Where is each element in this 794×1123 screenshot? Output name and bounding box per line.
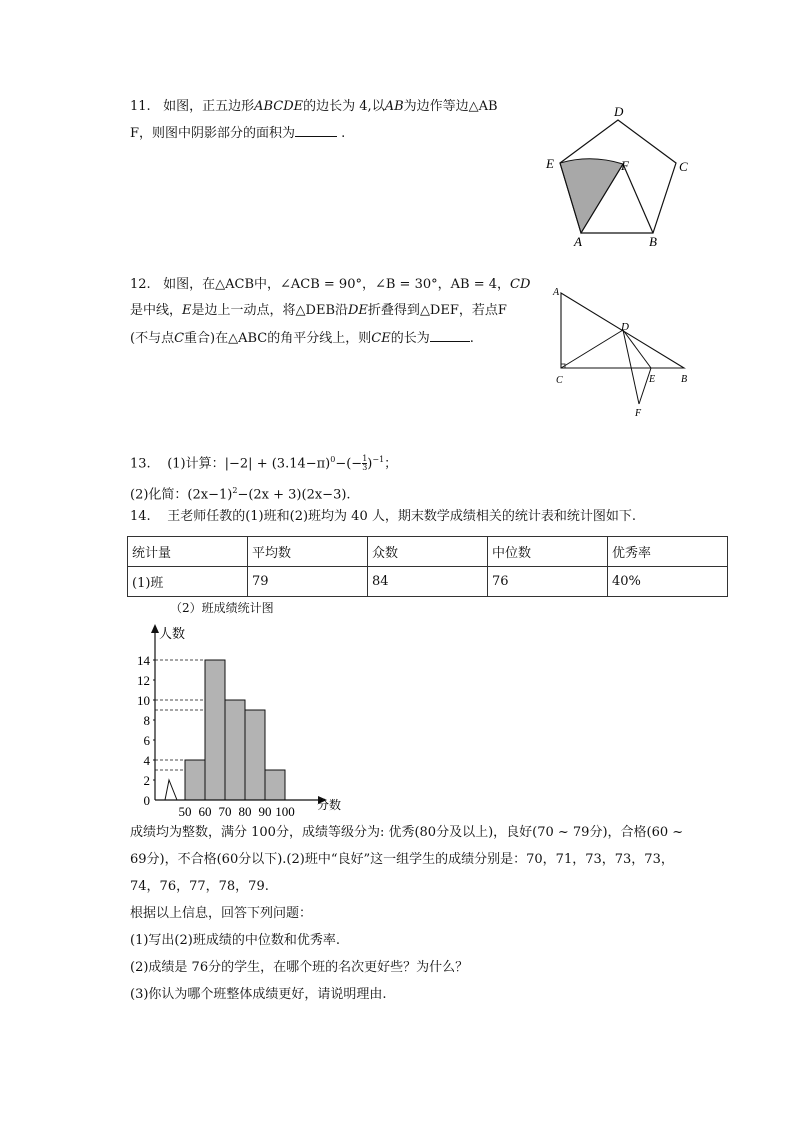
bar-60-70 (205, 660, 225, 800)
q11-number: 11. (130, 99, 151, 114)
q14-intro (130, 508, 636, 526)
point-label-b: B (681, 374, 688, 385)
fraction-numerator: 1 (362, 454, 368, 464)
q12-text: 如图，在 (163, 277, 216, 292)
q12-text: △DEF，若点F (419, 303, 507, 318)
y-tick-label: 8 (143, 713, 150, 728)
q13-line1 (130, 451, 397, 473)
q11-end: . (341, 126, 346, 141)
q14-number: 14. (130, 509, 151, 524)
y-tick-label: 14 (137, 653, 150, 668)
x-tick-label: 50 (178, 804, 192, 819)
q13-part2-label: (2)化简： (130, 487, 188, 503)
stats-table (127, 536, 728, 597)
q13-expr: (2x−1) (187, 487, 233, 503)
q12-text: 是中线， (130, 303, 183, 318)
y-tick-label: 4 (143, 753, 150, 768)
q13-line2 (130, 482, 351, 504)
q13-exponent: 2 (232, 486, 238, 495)
q11-text: 的边长为 4,以 (303, 99, 385, 114)
bar-chart (125, 620, 365, 820)
point-label-e: E (649, 374, 656, 385)
fraction-denominator: 3 (362, 463, 368, 473)
point-label-a: A (574, 234, 582, 249)
q11-line2 (130, 124, 345, 143)
x-tick-label: 60 (198, 804, 212, 819)
q14-intro-text: 王老师任教的(1)班和(2)班均为 40 人，期末数学成绩相关的统计表和统计图如下. (167, 509, 636, 524)
axis-break-mark (155, 780, 183, 800)
q14-para1: 成绩均为整数，满分 100分，成绩等级分为: 优秀(80分及以上)，良好(70 ~ 79分)，合格(60 ~ (130, 825, 684, 840)
table-header-cell: 统计量 (128, 537, 248, 567)
table-cell: 79 (248, 567, 368, 597)
q14-para2: 69分)，不合格(60分以下).(2)班中“良好”这一组学生的成绩分别是：70，71，73，73，73， (130, 852, 674, 867)
table-cell: 84 (368, 567, 488, 597)
q13-expr: ) (367, 456, 373, 472)
y-tick-label: 0 (143, 793, 150, 808)
q12-text: CE (371, 331, 391, 346)
q12-text: CD (510, 277, 531, 292)
table-cell: (1)班 (128, 567, 248, 597)
y-axis-label: 人数 (159, 626, 186, 641)
point-label-b: B (649, 234, 657, 249)
q12-text: C (174, 331, 185, 346)
triangle-side-bf (623, 164, 653, 233)
q13-number: 13. (130, 456, 151, 472)
answer-blank[interactable] (295, 124, 337, 137)
y-tick-label: 10 (137, 693, 150, 708)
table-header-cell: 众数 (368, 537, 488, 567)
x-tick-label: 80 (238, 804, 252, 819)
q12-line3 (130, 329, 474, 348)
q11-seg: AB (384, 99, 404, 114)
y-tick-label: 12 (137, 673, 150, 688)
point-label-e: E (546, 156, 554, 171)
q12-text: 折叠得到 (367, 303, 420, 318)
q14-sub3: (3)你认为哪个班整体成绩更好，请说明理由. (130, 987, 387, 1002)
q12-line2 (130, 302, 507, 320)
q12-text: DE (348, 303, 368, 318)
table-header-cell: 优秀率 (608, 537, 728, 567)
table-header-cell: 中位数 (488, 537, 608, 567)
q13-exponent: −1 (372, 455, 385, 464)
q12-text: E (182, 303, 192, 318)
q11-text: 为边作等边 (403, 99, 469, 114)
q13-expr: |−2| + (3.14−π) (224, 456, 331, 472)
q13-exponent: 0 (330, 455, 336, 464)
table-header-cell: 平均数 (248, 537, 368, 567)
q12-number: 12. (130, 277, 151, 292)
point-label-c: C (556, 375, 563, 386)
q11-shape: ABCDE (254, 99, 304, 114)
q12-line1 (130, 276, 530, 294)
q12-text: △DEB沿 (295, 303, 348, 318)
q11-line1 (130, 98, 498, 116)
x-tick-label: 100 (275, 804, 295, 819)
q11-text: F，则图中阴影部分的面积为 (130, 126, 296, 141)
median-cd (561, 330, 623, 368)
point-label-f: F (635, 408, 642, 419)
chart-title: （2）班成绩统计图 (170, 601, 274, 615)
pentagon-figure (540, 100, 700, 250)
point-label-d: D (621, 321, 629, 333)
point-label-d: D (614, 104, 624, 119)
table-cell: 76 (488, 567, 608, 597)
x-tick-label: 70 (218, 804, 232, 819)
bar-90-100 (265, 770, 285, 800)
q12-text: . (469, 331, 474, 346)
q12-text: 的长为 (390, 331, 430, 346)
answer-blank[interactable] (430, 329, 470, 342)
q14-para4: 根据以上信息，回答下列问题： (130, 906, 313, 921)
q13-expr: −(2x + 3)(2x−3). (237, 487, 351, 503)
x-tick-label: 90 (258, 804, 272, 819)
bar-70-80 (225, 700, 245, 800)
y-tick-label: 2 (143, 773, 150, 788)
table-header-row (128, 537, 728, 567)
y-axis-arrow (151, 624, 159, 633)
point-label-a: A (553, 287, 560, 298)
q14-para3: 74，76，77，78，79. (130, 879, 269, 894)
q14-sub1: (1)写出(2)班成绩的中位数和优秀率. (130, 933, 340, 948)
q12-text: △ACB中，∠ACB = 90°，∠B = 30°，AB = 4， (215, 277, 510, 292)
triangle-figure (545, 280, 705, 420)
x-axis-label: 分数 (317, 798, 342, 812)
q12-text: 是边上一动点，将 (191, 303, 296, 318)
table-row (128, 567, 728, 597)
table-cell: 40% (608, 567, 728, 597)
q11-tri: △AB (468, 99, 498, 114)
point-label-c: C (679, 159, 688, 174)
bar-50-60 (185, 760, 205, 800)
y-tick-label: 6 (143, 733, 150, 748)
point-label-f: F (621, 158, 629, 173)
q13-expr: −(− (335, 456, 363, 472)
bar-80-90 (245, 710, 265, 800)
q11-text: 如图，正五边形 (163, 99, 255, 114)
q13-expr: ； (384, 456, 398, 472)
q12-text: (不与点 (130, 331, 175, 346)
q14-sub2: (2)成绩是 76分的学生，在哪个班的名次更好些？为什么？ (130, 960, 469, 975)
q12-text: △ABC的角平分线上，则 (228, 331, 372, 346)
q12-text: 重合)在 (184, 331, 229, 346)
q13-part1-label: (1)计算： (167, 456, 225, 472)
